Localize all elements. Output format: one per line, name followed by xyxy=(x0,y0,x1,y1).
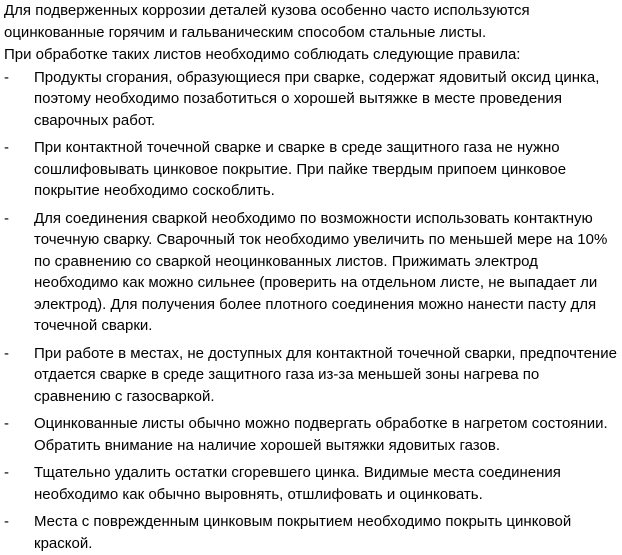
list-item xyxy=(4,67,618,132)
list-item xyxy=(4,462,618,505)
rule-text: При контактной точечной сварке и сварке в среде защитного газа не нужно сошлифовывать цинковое покрытие. При пайке твердым припоем цинковое покрытие необходимо соскоблить. xyxy=(34,139,567,199)
dash-bullet: - xyxy=(4,513,9,530)
rule-text: Места с поврежденным цинковым покрытием необходимо покрыть цинковой краской. xyxy=(34,513,572,552)
list-item xyxy=(4,137,618,202)
document-body xyxy=(4,0,618,554)
dash-bullet: - xyxy=(4,209,9,227)
list-item xyxy=(4,208,618,337)
dash-bullet: - xyxy=(4,415,9,432)
rules-list xyxy=(4,67,618,555)
rule-text: Продукты сгорания, образующиеся при сварке, содержат ядовитый оксид цинка, поэтому необходимо позаботиться о хорошей вытяжке в месте проведения сварочных работ. xyxy=(34,68,600,129)
dash-bullet: - xyxy=(4,344,9,362)
rule-text: Оцинкованные листы обычно можно подвергать обработке в нагретом состоянии. Обратить внимание на наличие хорошей вытяжки ядовитых газов. xyxy=(34,415,608,454)
list-item xyxy=(4,511,618,554)
rule-text: Для соединения сваркой необходимо по возможности использовать контактную точечную сварку. Сварочный ток необходимо увеличить по меньшей мере на 10% по сравнению со сваркой неоцинкованных листов. Прижимать электрод необходимо как можно сильнее (проверить на отдельном листе, не выпадает ли электрод). Для получения более плотного соединения можно нанести пасту для точечной сварки. xyxy=(34,209,608,334)
dash-bullet: - xyxy=(4,139,9,156)
dash-bullet: - xyxy=(4,464,9,481)
list-item xyxy=(4,413,618,456)
intro-paragraph: Для подверженных коррозии деталей кузова особенно часто используются оцинкованные горячим и гальваническим способом стальные листы. xyxy=(4,2,530,41)
rule-text: Тщательно удалить остатки сгоревшего цинка. Видимые места соединения необходимо как обычно выровнять, отшлифовать и оцинковать. xyxy=(34,464,561,503)
dash-bullet: - xyxy=(4,68,9,86)
list-item xyxy=(4,343,618,408)
rules-lead-paragraph: При обработке таких листов необходимо соблюдать следующие правила: xyxy=(4,46,521,63)
rule-text: При работе в местах, не доступных для контактной точечной сварки, предпочтение отдается сварке в среде защитного газа из-за меньшей зоны нагрева по сравнению с газосваркой. xyxy=(34,344,617,405)
